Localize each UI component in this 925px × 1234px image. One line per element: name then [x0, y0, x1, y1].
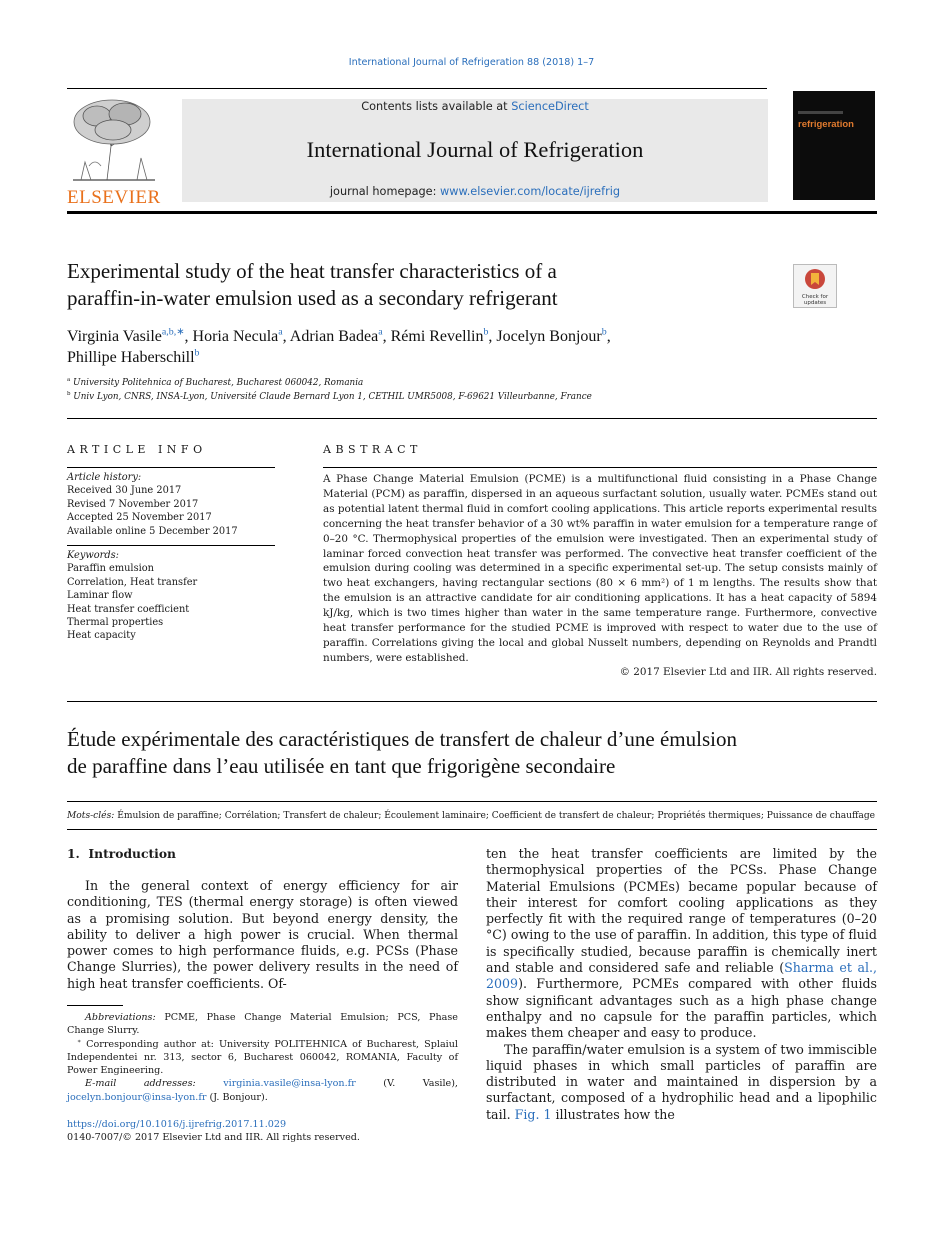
author: Phillipe Haberschill$^b$: [67, 347, 200, 366]
affiliation-rule: [67, 418, 877, 419]
header-thick-rule: [67, 211, 877, 214]
affiliation: $^b$ Univ Lyon, CNRS, INSA-Lyon, Université Claude Bernard Lyon 1, CETHIL UMR5008, F-69621 Villeurbanne, France: [67, 390, 592, 402]
keywords: Keywords: Paraffin emulsion Correlation, Heat transfer Laminar flow Heat transfer coefficient Thermal properties Heat capacity: [67, 549, 275, 643]
author: Virginia Vasile$^{a,b,∗}$,: [67, 326, 193, 345]
article-info-heading: ARTICLE INFO: [67, 443, 207, 456]
abstract-heading: ABSTRACT: [323, 443, 422, 456]
keyword: Correlation, Heat transfer: [67, 576, 198, 588]
journal-title: International Journal of Refrigeration: [306, 137, 644, 162]
email-link[interactable]: virginia.vasile@insa-lyon.fr: [223, 1078, 356, 1090]
author-list: [67, 326, 787, 368]
contents-line: Contents lists available at ScienceDirect: [361, 100, 589, 113]
elsevier-tree-icon: [67, 96, 160, 182]
intro-right-paragraph-2: The paraffin/water emulsion is a system of two immiscible liquid phases in which small particles of paraffin are distributed in water and maintained in dispersion by a surfactant, composed of a hydrophilic head and a lipophilic tail. Fig. 1 illustrates how the: [486, 1041, 877, 1122]
doi-link[interactable]: https://doi.org/10.1016/j.ijrefrig.2017.11.029: [67, 1119, 287, 1130]
bookmark-icon: [804, 268, 826, 290]
keywords-rule: [67, 545, 275, 546]
abstract-copyright: © 2017 Elsevier Ltd and IIR. All rights reserved.: [619, 666, 877, 678]
abstract-bottom-rule: [67, 701, 877, 702]
keyword: Heat transfer coefficient: [67, 603, 190, 615]
author: Jocelyn Bonjour$^b$,: [496, 326, 611, 345]
homepage-line: journal homepage: www.elsevier.com/locate/ijrefrig: [329, 185, 621, 198]
french-keywords-rule: [67, 829, 877, 830]
abstract-rule: [323, 467, 877, 468]
footnote-rule: [67, 1005, 123, 1006]
running-header[interactable]: International Journal of Refrigeration 88 (2018) 1–7: [348, 57, 595, 68]
sciencedirect-link[interactable]: ScienceDirect: [511, 100, 589, 113]
citation-link[interactable]: Sharma et al., 2009: [486, 960, 877, 992]
cover-decoration: [798, 111, 843, 114]
cover-title: refrigeration: [798, 119, 854, 130]
section-heading-introduction: 1. Introduction: [67, 846, 176, 861]
footnotes: [67, 1011, 458, 1104]
header-top-rule: [67, 88, 767, 89]
intro-right-paragraph-1: ten the heat transfer coefficients are limited by the thermophysical properties of the PCSs. Phase Change Material Emulsions (PCMEs) became popular because of their interest for comfort cooling applications as they perfectly fit with the required range of temperatures (0–20 °C) owing to the use of paraffin. In addition, this type of fluid is specifically studied, because paraffin is chemically inert and stable and considered safe and reliable (Sharma et al., 2009). Furthermore, PCMEs compared with other fluids show significant advantages such as a high phase change enthalpy and no capsule for the paraffin particles, which makes them cheaper and easy to produce.: [486, 846, 877, 1041]
journal-banner: [182, 99, 768, 202]
email-link[interactable]: jocelyn.bonjour@insa-lyon.fr: [67, 1091, 207, 1103]
elsevier-wordmark: ELSEVIER: [67, 187, 161, 208]
keyword: Thermal properties: [67, 617, 164, 629]
elsevier-logo: [67, 96, 161, 208]
author: Rémi Revellin$^b$,: [390, 326, 497, 345]
author: Horia Necula$^a$,: [192, 326, 290, 345]
journal-cover: [793, 91, 875, 200]
french-title: Étude expérimentale des caractéristiques de transfert de chaleur d’une émulsion de paraffine dans l’eau utilisée en tant que frigorigène secondaire: [67, 727, 737, 778]
footnote-abbreviations: Abbreviations: PCME, Phase Change Material Emulsion; PCS, Phase Change Slurry.: [67, 1012, 458, 1037]
abstract-text: A Phase Change Material Emulsion (PCME) is a multifunctional fluid consisting in a Phase Change Material (PCM) as paraffin, dispersed in an aqueous surfactant solution, usually water. PCMEs stand out as potential latent thermal fluid in comfort cooling applications. This article reports experimental results concerning the heat transfer behavior of a 30 wt% paraffin in water emulsion for a temperature range of 0–20 °C. Thermophysical properties of the emulsion were investigated. Then an experimental study of laminar forced convection heat transfer was performed. The convective heat transfer coefficient of the emulsion during cooling was determined in a specific experimental set-up. The setup consists mainly of two heat exchangers, having rectangular sections (80 × 6 mm²) of 1 m lengths. The results show that the emulsion is an attractive candidate for air conditioning applications. It has a heat capacity of 5894 kJ/kg, which is two times higher than water in the same temperature range. Furthermore, convective heat transfer performance for the studied PCME is improved with respect to water due to the use of paraffin. Correlations giving the local and global Nusselt numbers, depending on Reynolds and Prandtl numbers, were established.: [323, 473, 878, 664]
keyword: Heat capacity: [67, 630, 136, 642]
article-info-rule: [67, 467, 275, 468]
figure-link[interactable]: Fig. 1: [514, 1106, 552, 1122]
keyword: Laminar flow: [67, 590, 133, 602]
affiliations: [67, 377, 877, 404]
french-rule: [67, 801, 877, 802]
footnote-emails: E-mail addresses: virginia.vasile@insa-lyon.fr (V. Vasile), jocelyn.bonjour@insa-lyon.fr (J. Bonjour).: [67, 1078, 458, 1103]
french-keywords: Mots-clés: Émulsion de paraffine; Corrélation; Transfert de chaleur; Écoulement laminaire; Coefficient de transfert de chaleur; Propriétés thermiques; Puissance de chauffage: [67, 811, 876, 821]
article-history: Article history: Received 30 June 2017 Revised 7 November 2017 Accepted 25 November 2017 Available online 5 December 2017: [67, 472, 238, 537]
footnote-corresponding: ∗ Corresponding author at: University POLITEHNICA of Bucharest, Splaiul Independentei nr. 313, sector 6, Bucharest 060042, ROMANIA, Faculty of Power Engineering.: [67, 1037, 458, 1077]
homepage-link[interactable]: www.elsevier.com/locate/ijrefrig: [440, 185, 621, 198]
author: Adrian Badea$^a$,: [289, 326, 391, 345]
check-for-updates-badge[interactable]: Check for updates: [793, 264, 837, 308]
issn-line: 0140-7007/© 2017 Elsevier Ltd and IIR. All rights reserved.: [67, 1132, 360, 1143]
article-title: Experimental study of the heat transfer characteristics of a paraffin-in-water emulsion used as a secondary refrigerant: [67, 259, 558, 310]
keyword: Paraffin emulsion: [67, 563, 154, 575]
intro-left-paragraph: In the general context of energy efficiency for air conditioning, TES (thermal energy storage) is often viewed as a promising solution. But beyond energy density, the ability to deliver a high power is crucial. When thermal power comes to high performance fluids, e.g. PCSs (Phase Change Slurries), the power delivery results in the need of high heat transfer coefficients. Of-: [67, 878, 458, 991]
affiliation: $^a$ University Politehnica of Bucharest, Bucharest 060042, Romania: [67, 377, 364, 388]
intro-right-column: [486, 846, 877, 1123]
